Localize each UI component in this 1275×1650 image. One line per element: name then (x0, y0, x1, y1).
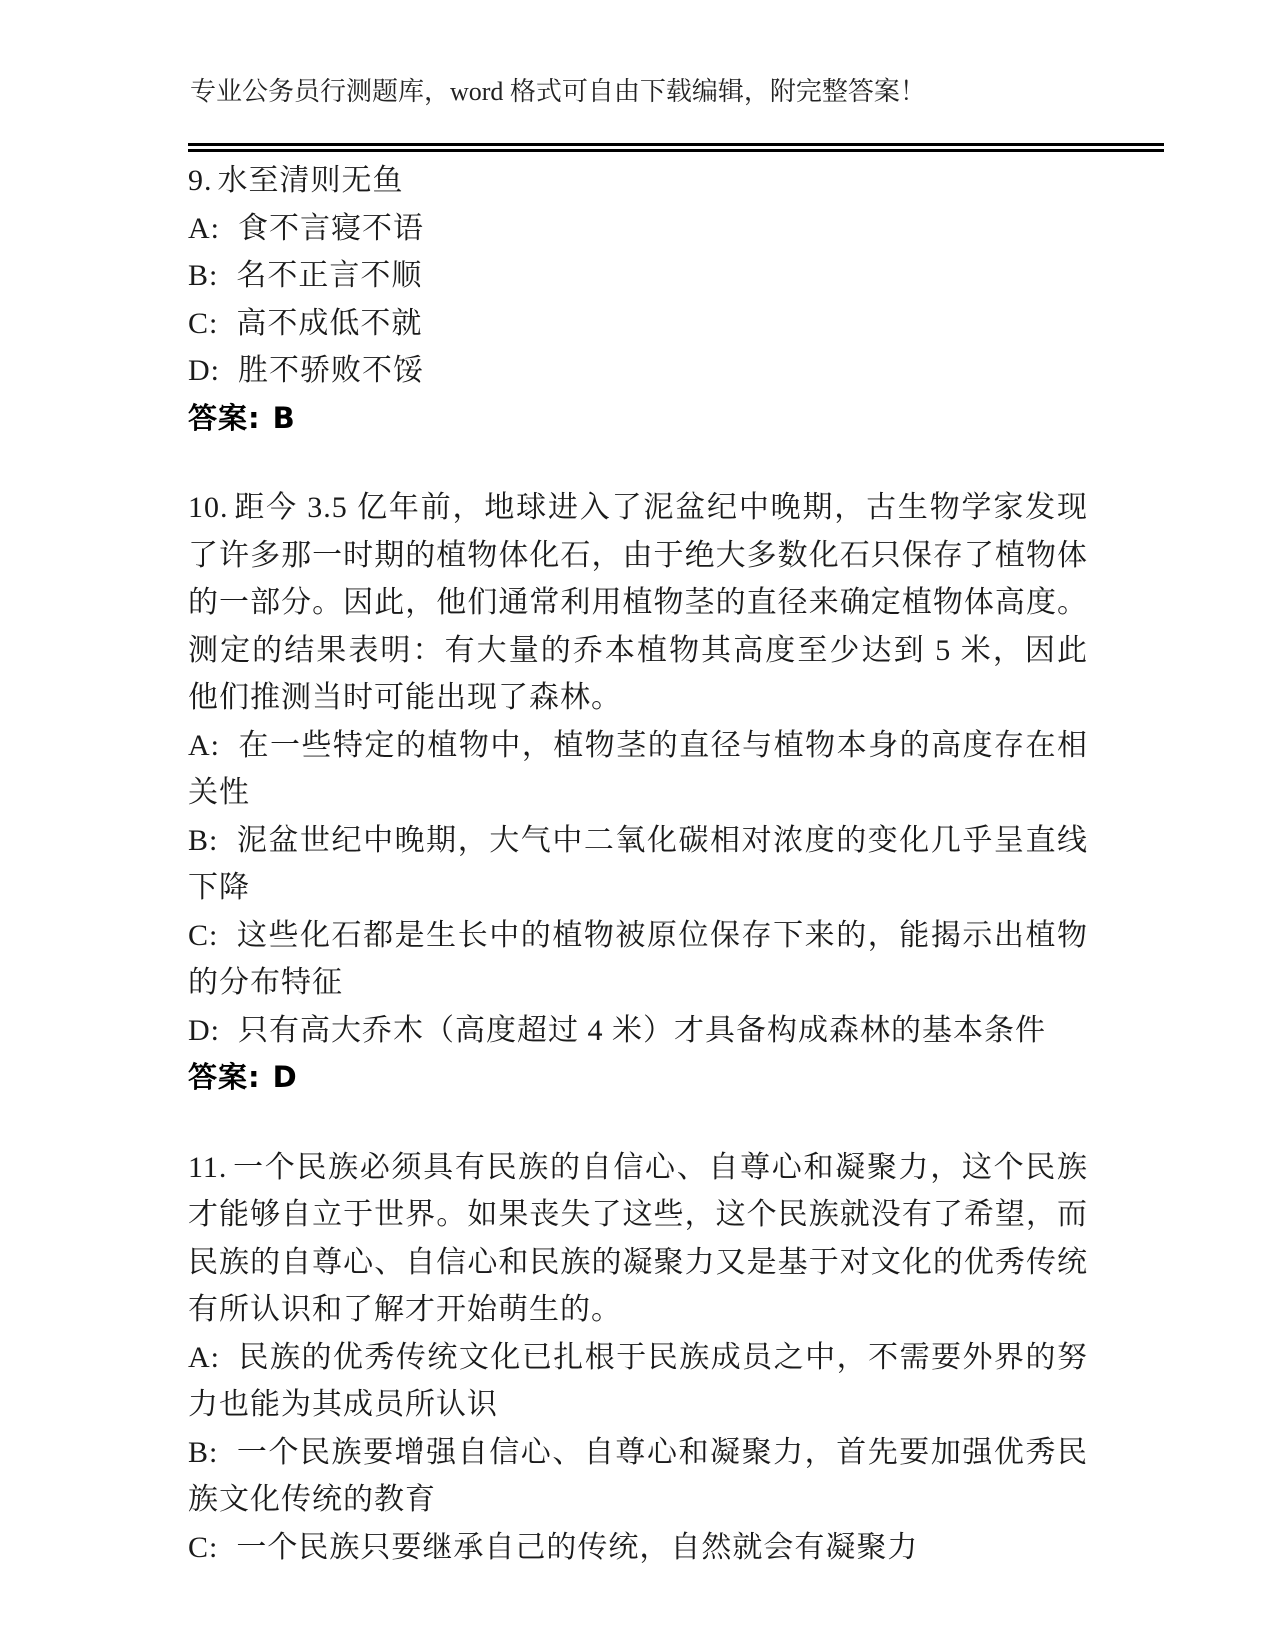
answer-label: 答案: (188, 400, 261, 435)
answer-label: 答案: (188, 1060, 261, 1094)
question-number: 10. (188, 491, 229, 524)
option-label: C: (188, 918, 219, 952)
question-block-10 (188, 484, 1088, 1102)
option-label: C: (188, 1530, 219, 1564)
option-row (188, 205, 1088, 253)
option-row (188, 1524, 1088, 1572)
option-text: 胜不骄败不馁 (238, 354, 424, 387)
option-text: 这些化石都是生长中的植物被原位保存下来的，能揭示出植物的分布特征 (188, 918, 1088, 999)
question-stem (188, 484, 1088, 722)
question-stem (188, 1144, 1088, 1334)
option-text: 高不成低不就 (236, 306, 423, 340)
document-header-text: 专业公务员行测题库，word 格式可自由下载编辑，附完整答案！ (190, 77, 926, 106)
option-text: 名不正言不顺 (236, 259, 423, 292)
option-text: 民族的优秀传统文化已扎根于民族成员之中，不需要外界的努力也能为其成员所认识 (188, 1340, 1088, 1421)
option-label: C: (188, 306, 219, 340)
option-text: 一个民族只要继承自己的传统，自然就会有凝聚力 (236, 1530, 919, 1564)
option-text: 在一些特定的植物中，植物茎的直径与植物本身的高度存在相关性 (188, 728, 1088, 809)
option-row (188, 300, 1088, 348)
option-row (188, 722, 1088, 817)
option-row (188, 1334, 1088, 1429)
option-row (188, 347, 1088, 395)
answer-line (188, 1054, 1088, 1102)
answer-value: B (272, 400, 296, 435)
option-label: A: (188, 211, 220, 245)
answer-value: D (272, 1060, 298, 1094)
question-stem-text: 距今 3.5 亿年前，地球进入了泥盆纪中晚期，古生物学家发现了许多那一时期的植物体化石，由于绝大多数化石只保存了植物体的一部分。因此，他们通常利用植物茎的直径来确定植物体高度。测定的结果表明：有大量的乔本植物其高度至少达到 5 米，因此他们推测当时可能出现了森林。 (188, 491, 1088, 714)
question-number: 11. (188, 1150, 228, 1184)
option-label: B: (188, 823, 219, 857)
option-label: D: (188, 1013, 220, 1047)
question-stem-text: 水至清则无鱼 (217, 164, 404, 197)
option-row (188, 912, 1088, 1007)
answer-line (188, 395, 1088, 443)
question-block-9 (188, 157, 1088, 442)
option-text: 泥盆世纪中晚期，大气中二氧化碳相对浓度的变化几乎呈直线下降 (188, 823, 1088, 904)
document-body (188, 157, 1088, 1571)
option-row (188, 817, 1088, 912)
option-label: A: (188, 728, 220, 762)
question-stem (188, 157, 1088, 205)
option-label: B: (188, 1435, 219, 1469)
question-block-11 (188, 1144, 1088, 1572)
option-text: 只有高大乔木（高度超过 4 米）才具备构成森林的基本条件 (238, 1013, 1046, 1047)
option-label: D: (188, 354, 220, 387)
option-row (188, 1007, 1088, 1055)
option-label: A: (188, 1340, 220, 1374)
option-text: 食不言寝不语 (238, 211, 424, 245)
question-number: 9. (188, 164, 213, 197)
option-label: B: (188, 259, 219, 292)
option-row (188, 252, 1088, 300)
option-text: 一个民族要增强自信心、自尊心和凝聚力，首先要加强优秀民族文化传统的教育 (188, 1435, 1088, 1516)
question-stem-text: 一个民族必须具有民族的自信心、自尊心和凝聚力，这个民族才能够自立于世界。如果丧失了这些，这个民族就没有了希望，而民族的自尊心、自信心和民族的凝聚力又是基于对文化的优秀传统有所认识和了解才开始萌生的。 (188, 1150, 1088, 1326)
header-double-rule (188, 143, 1164, 152)
option-row (188, 1429, 1088, 1524)
